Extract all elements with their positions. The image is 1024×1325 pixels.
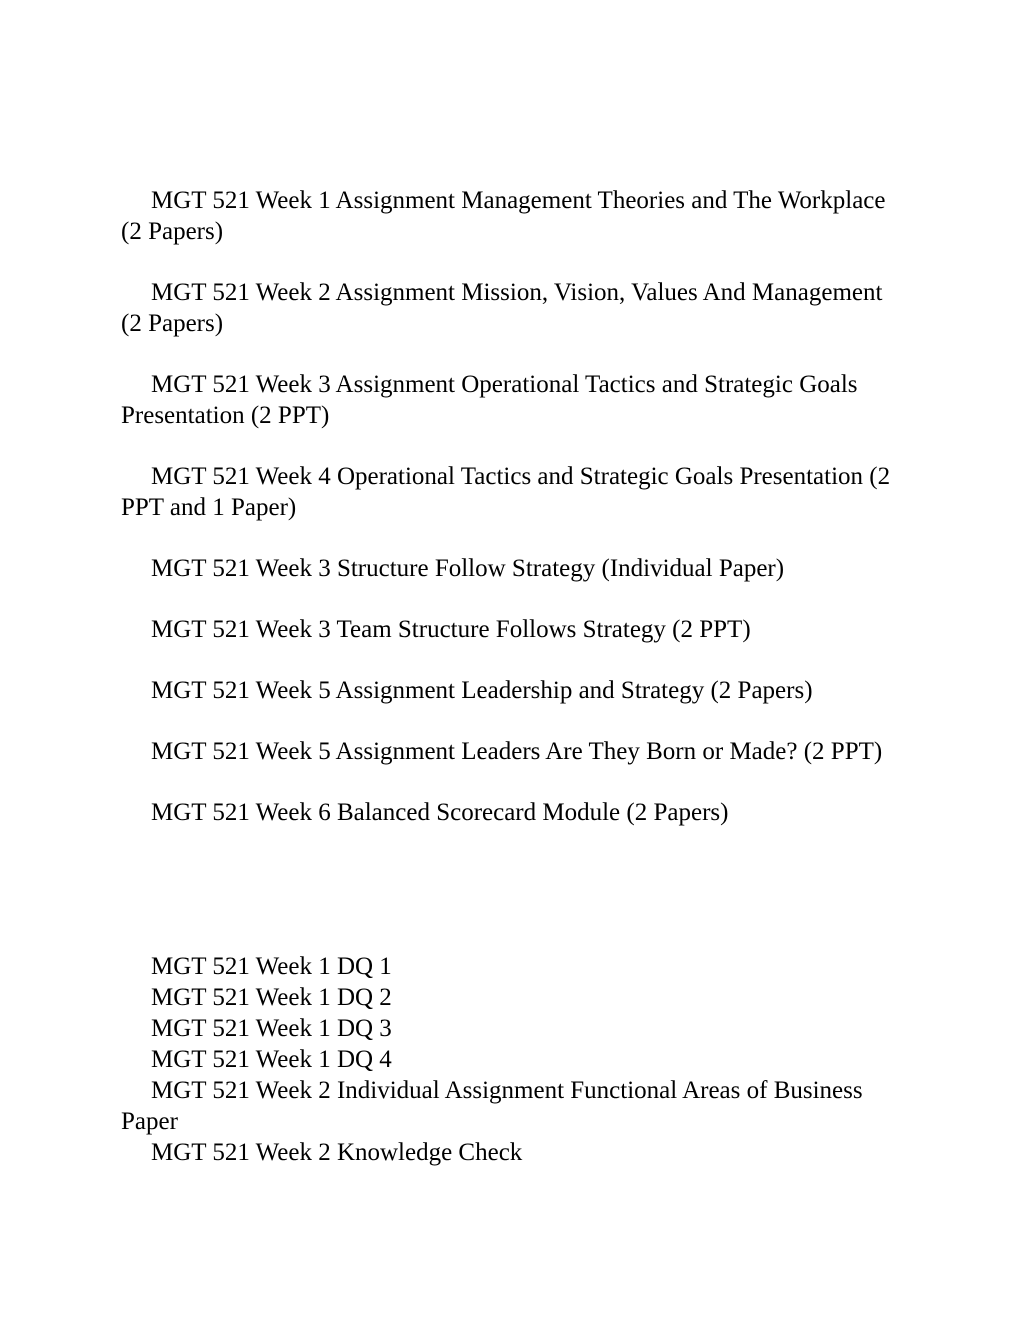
document-body <box>121 185 891 1168</box>
section-spacer <box>121 858 891 951</box>
assignment-item: MGT 521 Week 3 Assignment Operational Tactics and Strategic Goals Presentation (2 PPT) <box>121 371 858 429</box>
list-item: MGT 521 Week 1 DQ 2 <box>151 984 392 1011</box>
assignment-item: MGT 521 Week 5 Assignment Leaders Are They Born or Made? (2 PPT) <box>151 738 883 765</box>
assignment-list <box>121 185 891 828</box>
list-item: MGT 521 Week 2 Individual Assignment Functional Areas of Business Paper <box>121 1077 863 1135</box>
list-item: MGT 521 Week 1 DQ 4 <box>151 1046 392 1073</box>
list-item: MGT 521 Week 1 DQ 3 <box>151 1015 392 1042</box>
assignment-item: MGT 521 Week 3 Structure Follow Strategy (Individual Paper) <box>151 555 785 582</box>
assignment-item: MGT 521 Week 4 Operational Tactics and Strategic Goals Presentation (2 PPT and 1 Paper) <box>121 463 891 521</box>
assignment-item: MGT 521 Week 2 Assignment Mission, Vision, Values And Management (2 Papers) <box>121 279 883 337</box>
assignment-item: MGT 521 Week 6 Balanced Scorecard Module (2 Papers) <box>151 799 729 826</box>
dq-list <box>121 951 891 1168</box>
list-item: MGT 521 Week 1 DQ 1 <box>151 953 392 980</box>
assignment-item: MGT 521 Week 3 Team Structure Follows Strategy (2 PPT) <box>151 616 751 643</box>
assignment-item: MGT 521 Week 5 Assignment Leadership and Strategy (2 Papers) <box>151 677 813 704</box>
assignment-item: MGT 521 Week 1 Assignment Management Theories and The Workplace (2 Papers) <box>121 187 886 245</box>
list-item: MGT 521 Week 2 Knowledge Check <box>151 1139 523 1166</box>
